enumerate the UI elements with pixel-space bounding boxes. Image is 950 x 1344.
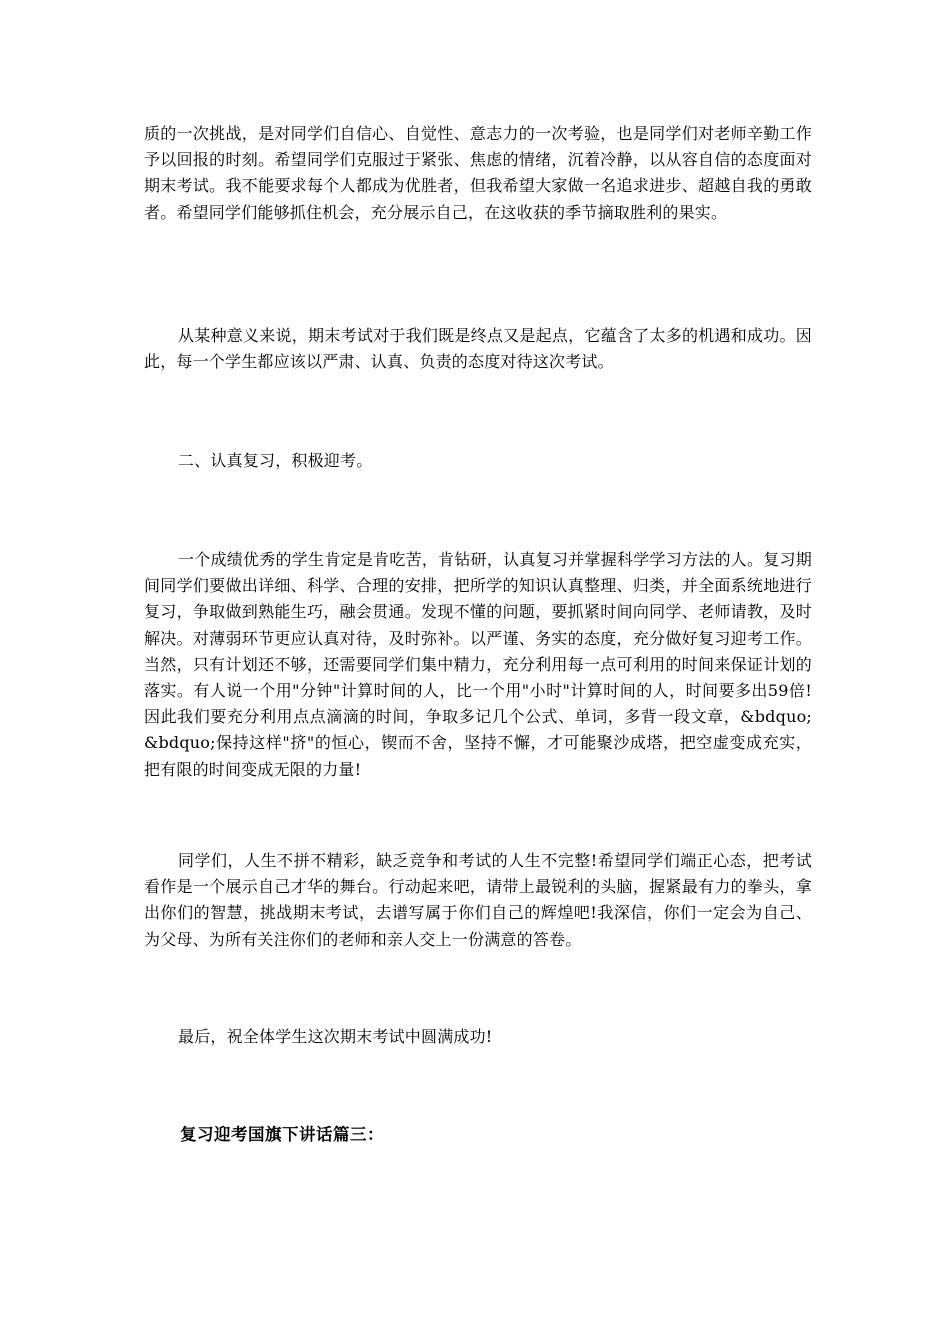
paragraph-challenge: 质的一次挑战，是对同学们自信心、自觉性、意志力的一次考验，也是同学们对老师辛勤工作予以回报的时刻。希望同学们克服过于紧张、焦虑的情绪，沉着冷静，以从容自信的态度面对期末考试。我不能要求每个人都成为优胜者，但我希望大家做一名追求进步、超越自我的勇敢者。希望同学们能够抓住机会，充分展示自己，在这收获的季节摘取胜利的果实。 xyxy=(144,124,812,222)
paragraph-exam-significance: 从某种意义来说，期末考试对于我们既是终点又是起点，它蕴含了太多的机遇和成功。因此，每一个学生都应该以严肃、认真、负责的态度对待这次考试。 xyxy=(144,326,812,372)
paragraph-section-two-title: 二、认真复习，积极迎考。 xyxy=(178,451,373,470)
paragraph-encouragement: 同学们，人生不拼不精彩，缺乏竞争和考试的人生不完整!希望同学们端正心态，把考试看作是一个展示自己才华的舞台。行动起来吧，请带上最锐利的头脑，握紧最有力的拳头，拿出你们的智慧，挑战期末考试，去谱写属于你们自己的辉煌吧!我深信，你们一定会为自己、为父母、为所有关注你们的老师和亲人交上一份满意的答卷。 xyxy=(144,851,812,949)
section-heading: 复习迎考国旗下讲话篇三： xyxy=(180,1125,384,1144)
paragraph-closing-wish: 最后，祝全体学生这次期末考试中圆满成功! xyxy=(178,1027,493,1046)
paragraph-review-advice: 一个成绩优秀的学生肯定是肯吃苦，肯钻研，认真复习并掌握科学学习方法的人。复习期间同学们要做出详细、科学、合理的安排，把所学的知识认真整理、归类，并全面系统地进行复习，争取做到熟能生巧，融会贯通。发现不懂的问题，要抓紧时间向同学、老师请教，及时解决。对薄弱环节更应认真对待，及时弥补。以严谨、务实的态度，充分做好复习迎考工作。当然，只有计划还不够，还需要同学们集中精力，充分利用每一点可利用的时间来保证计划的落实。有人说一个用"分钟"计算时间的人，比一个用"小时"计算时间的人，时间要多出59倍!因此我们要充分利用点点滴滴的时间，争取多记几个公式、单词，多背一段文章，&bdquo;&bdquo;保持这样"挤"的恒心，锲而不舍，坚持不懈，才可能聚沙成塔，把空虚变成充实，把有限的时间变成无限的力量! xyxy=(144,550,812,779)
